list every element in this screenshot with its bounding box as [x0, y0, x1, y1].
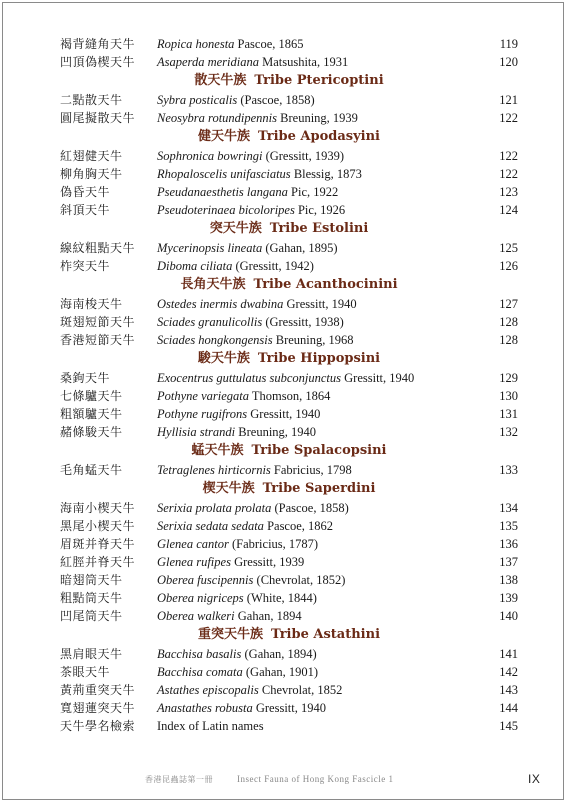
latin-authority: Breuning, 1968	[272, 333, 354, 347]
latin-binomial: Oberea walkeri	[157, 609, 235, 623]
latin-binomial: Astathes episcopalis	[157, 683, 259, 697]
latin-authority: Pic, 1926	[294, 203, 346, 217]
page-ref: 145	[499, 719, 518, 733]
page-ref: 144	[499, 701, 518, 715]
page-ref: 137	[499, 555, 518, 569]
toc-entry	[0, 645, 568, 663]
latin-binomial: Rhopaloscelis unifasciatus	[157, 167, 291, 181]
page-ref: 142	[499, 665, 518, 679]
page-ref: 124	[499, 203, 518, 217]
species-name-latin	[157, 663, 318, 681]
page-ref: 125	[499, 241, 518, 255]
species-name-latin	[157, 553, 304, 571]
species-name-latin	[157, 35, 304, 53]
latin-binomial: Pothyne rugifrons	[157, 407, 248, 421]
tribe-name-zh: 駿天牛族	[197, 351, 250, 366]
species-name-latin	[157, 109, 358, 127]
species-name-zh: 海南梭天牛	[60, 297, 123, 311]
species-name-latin	[157, 331, 354, 349]
page-ref: 128	[499, 315, 518, 329]
latin-authority: Gressitt, 1940	[247, 407, 321, 421]
species-name-zh: 黑肩眼天牛	[60, 647, 123, 661]
species-name-zh: 褐背縫角天牛	[60, 37, 136, 51]
page-ref: 122	[499, 149, 518, 163]
species-name-latin	[157, 589, 317, 607]
species-name-zh: 毛角蜢天牛	[60, 463, 123, 477]
latin-binomial: Sybra posticalis	[157, 93, 238, 107]
species-name-latin	[157, 717, 264, 735]
species-name-zh: 寬翅蓮突天牛	[60, 701, 136, 715]
latin-authority: Gressitt, 1940	[252, 701, 326, 715]
species-name-zh: 七條驢天牛	[60, 389, 123, 403]
tribe-name-zh: 健天牛族	[198, 129, 251, 144]
page-ref: 121	[499, 93, 518, 107]
page-ref: 139	[499, 591, 518, 605]
latin-binomial: Pothyne variegata	[157, 389, 249, 403]
tribe-heading	[0, 625, 568, 645]
toc-entry	[0, 461, 568, 479]
tribe-name-en: Tribe Saperdini	[262, 481, 376, 496]
footer-title-en: Insect Fauna of Hong Kong Fascicle 1	[237, 774, 394, 784]
page-ref: 143	[499, 683, 518, 697]
latin-authority: (Gressitt, 1938)	[262, 315, 344, 329]
tribe-name-zh: 散天牛族	[194, 73, 247, 88]
latin-binomial: Glenea rufipes	[157, 555, 231, 569]
species-name-latin	[157, 535, 318, 553]
species-name-latin	[157, 53, 348, 71]
species-name-latin	[157, 147, 344, 165]
page-ref: 133	[499, 463, 518, 477]
toc-entry	[0, 201, 568, 219]
latin-authority: (Pascoe, 1858)	[237, 93, 315, 107]
species-name-latin	[157, 423, 316, 441]
species-name-zh: 紅脛并脊天牛	[60, 555, 136, 569]
toc-entry	[0, 589, 568, 607]
page-ref: 132	[499, 425, 518, 439]
species-name-latin	[157, 699, 326, 717]
species-name-latin	[157, 499, 349, 517]
species-name-zh: 粗點筒天牛	[60, 591, 123, 605]
page-ref: 122	[499, 167, 518, 181]
species-name-latin	[157, 91, 315, 109]
latin-binomial: Sciades hongkongensis	[157, 333, 273, 347]
latin-authority: (Gressitt, 1942)	[232, 259, 314, 273]
species-name-zh: 眉斑并脊天牛	[60, 537, 136, 551]
species-name-latin	[157, 405, 320, 423]
species-name-zh: 柞突天牛	[60, 259, 111, 273]
toc-entry	[0, 369, 568, 387]
toc-entry	[0, 553, 568, 571]
tribe-name-zh: 突天牛族	[209, 221, 262, 236]
species-name-latin	[157, 295, 357, 313]
page-ref: 126	[499, 259, 518, 273]
latin-binomial: Hyllisia strandi	[157, 425, 236, 439]
page-ref: 122	[499, 111, 518, 125]
species-name-latin	[157, 681, 342, 699]
tribe-name-en: Tribe Astathini	[270, 627, 381, 642]
latin-binomial: Glenea cantor	[157, 537, 229, 551]
species-name-zh: 粗額驢天牛	[60, 407, 123, 421]
latin-authority: Thomson, 1864	[249, 389, 331, 403]
toc-entry	[0, 387, 568, 405]
latin-binomial: Ropica honesta	[157, 37, 235, 51]
latin-authority: Pic, 1922	[287, 185, 339, 199]
page-ref: 130	[499, 389, 518, 403]
species-name-latin	[157, 517, 333, 535]
page-ref: 131	[499, 407, 518, 421]
species-name-latin	[157, 165, 362, 183]
latin-authority: Breuning, 1940	[235, 425, 317, 439]
toc-entry	[0, 535, 568, 553]
toc-entry	[0, 681, 568, 699]
page-ref: 120	[499, 55, 518, 69]
species-name-latin	[157, 239, 338, 257]
species-name-zh: 黃荊重突天牛	[60, 683, 136, 697]
page-ref: 127	[499, 297, 518, 311]
toc-entry	[0, 257, 568, 275]
tribe-name-zh: 長角天牛族	[180, 277, 246, 292]
latin-authority: (Chevrolat, 1852)	[253, 573, 346, 587]
tribe-name-en: Tribe Ptericoptini	[254, 73, 384, 88]
toc-entry	[0, 313, 568, 331]
latin-binomial: Oberea fuscipennis	[157, 573, 254, 587]
footer-title-zh: 香港昆蟲誌第一冊	[145, 775, 213, 784]
species-name-latin	[157, 645, 317, 663]
latin-authority: Gressitt, 1940	[341, 371, 415, 385]
toc-entry	[0, 699, 568, 717]
page-ref: 119	[499, 37, 518, 51]
species-name-zh: 暗翅筒天牛	[60, 573, 123, 587]
tribe-name-zh: 蜢天牛族	[191, 443, 244, 458]
species-name-zh: 天牛學名檢索	[60, 719, 136, 733]
latin-authority: Chevrolat, 1852	[258, 683, 343, 697]
toc-entry	[0, 571, 568, 589]
species-name-zh: 赭條駿天牛	[60, 425, 123, 439]
species-name-latin	[157, 387, 330, 405]
latin-authority: Gahan, 1894	[234, 609, 302, 623]
latin-authority: Pascoe, 1862	[263, 519, 334, 533]
tribe-heading	[0, 441, 568, 461]
latin-authority: Blessig, 1873	[290, 167, 362, 181]
latin-binomial: Pseudanaesthetis langana	[157, 185, 288, 199]
toc-entry	[0, 295, 568, 313]
page-ref: 140	[499, 609, 518, 623]
tribe-heading	[0, 71, 568, 91]
toc-entry	[0, 331, 568, 349]
tribe-name-zh: 重突天牛族	[197, 627, 263, 642]
latin-authority: Breuning, 1939	[277, 111, 358, 125]
species-name-zh: 凹頂偽楔天牛	[60, 55, 136, 69]
tribe-name-en: Tribe Spalacopsini	[251, 443, 387, 458]
latin-binomial: Oberea nigriceps	[157, 591, 244, 605]
tribe-heading	[0, 127, 568, 147]
latin-binomial: Tetraglenes hirticornis	[157, 463, 271, 477]
latin-binomial: Neosybra rotundipennis	[157, 111, 278, 125]
toc-entry	[0, 183, 568, 201]
page-ref: 123	[499, 185, 518, 199]
toc-entry	[0, 663, 568, 681]
latin-authority: Matsushita, 1931	[258, 55, 349, 69]
species-name-zh: 斑翅短節天牛	[60, 315, 136, 329]
latin-authority: (Gahan, 1895)	[262, 241, 338, 255]
species-name-latin	[157, 257, 314, 275]
latin-binomial: Sciades granulicollis	[157, 315, 263, 329]
species-name-latin	[157, 183, 338, 201]
tribe-heading	[0, 479, 568, 499]
page-ref: 134	[499, 501, 518, 515]
species-name-latin	[157, 571, 345, 589]
page-ref: 128	[499, 333, 518, 347]
page-ref: 138	[499, 573, 518, 587]
species-name-zh: 線紋粗點天牛	[60, 241, 136, 255]
species-name-zh: 桑鉤天牛	[60, 371, 111, 385]
page-number: IX	[528, 772, 541, 786]
toc-entry	[0, 53, 568, 71]
latin-authority: (Gressitt, 1939)	[262, 149, 345, 163]
page-footer	[0, 774, 568, 790]
toc-entry	[0, 517, 568, 535]
latin-authority: Index of Latin names	[157, 719, 264, 733]
page-ref: 129	[499, 371, 518, 385]
species-name-latin	[157, 201, 345, 219]
toc-entry	[0, 405, 568, 423]
species-name-latin	[157, 607, 302, 625]
toc-entry	[0, 423, 568, 441]
species-name-zh: 黑尾小楔天牛	[60, 519, 136, 533]
species-name-zh: 紅翅健天牛	[60, 149, 123, 163]
toc-entry	[0, 165, 568, 183]
toc-entry	[0, 499, 568, 517]
latin-binomial: Bacchisa basalis	[157, 647, 242, 661]
tribe-name-zh: 楔天牛族	[202, 481, 255, 496]
latin-binomial: Bacchisa comata	[157, 665, 243, 679]
species-name-zh: 圓尾擬散天牛	[60, 111, 136, 125]
latin-authority: (Fabricius, 1787)	[228, 537, 319, 551]
species-name-zh: 海南小楔天牛	[60, 501, 136, 515]
species-name-zh: 茶眼天牛	[60, 665, 111, 679]
latin-binomial: Sophronica bowringi	[157, 149, 263, 163]
latin-authority: Pascoe, 1865	[234, 37, 304, 51]
latin-authority: (Gahan, 1901)	[242, 665, 319, 679]
latin-binomial: Diboma ciliata	[157, 259, 233, 273]
tribe-name-en: Tribe Estolini	[269, 221, 369, 236]
toc-entry	[0, 717, 568, 735]
latin-authority: (White, 1844)	[243, 591, 317, 605]
species-name-zh: 凹尾筒天牛	[60, 609, 123, 623]
species-name-zh: 柳角胸天牛	[60, 167, 123, 181]
latin-authority: (Gahan, 1894)	[241, 647, 317, 661]
page-ref: 135	[499, 519, 518, 533]
latin-binomial: Ostedes inermis dwabina	[157, 297, 284, 311]
latin-authority: Gressitt, 1939	[230, 555, 305, 569]
species-name-zh: 二點散天牛	[60, 93, 123, 107]
toc-entry	[0, 35, 568, 53]
latin-binomial: Anastathes robusta	[157, 701, 253, 715]
tribe-heading	[0, 219, 568, 239]
latin-binomial: Serixia sedata sedata	[157, 519, 264, 533]
latin-binomial: Exocentrus guttulatus subconjunctus	[157, 371, 342, 385]
latin-binomial: Mycerinopsis lineata	[157, 241, 263, 255]
toc-entry	[0, 239, 568, 257]
tribe-name-en: Tribe Apodasyini	[258, 129, 380, 144]
tribe-name-en: Tribe Hippopsini	[257, 351, 381, 366]
latin-binomial: Asaperda meridiana	[157, 55, 259, 69]
tribe-heading	[0, 349, 568, 369]
page-ref: 141	[499, 647, 518, 661]
toc-entry	[0, 147, 568, 165]
latin-authority: (Pascoe, 1858)	[271, 501, 349, 515]
toc-entry	[0, 109, 568, 127]
latin-authority: Gressitt, 1940	[283, 297, 357, 311]
species-name-zh: 斜頂天牛	[60, 203, 111, 217]
toc-entry	[0, 607, 568, 625]
latin-binomial: Pseudoterinaea bicoloripes	[157, 203, 295, 217]
page-ref: 136	[499, 537, 518, 551]
species-name-zh: 偽昏天牛	[60, 185, 111, 199]
tribe-heading	[0, 275, 568, 295]
species-name-latin	[157, 369, 414, 387]
toc-entry	[0, 91, 568, 109]
tribe-name-en: Tribe Acanthocinini	[253, 277, 398, 292]
latin-authority: Fabricius, 1798	[270, 463, 352, 477]
species-name-zh: 香港短節天牛	[60, 333, 136, 347]
species-name-latin	[157, 461, 352, 479]
species-name-latin	[157, 313, 344, 331]
latin-binomial: Serixia prolata prolata	[157, 501, 272, 515]
table-of-contents	[0, 35, 568, 735]
